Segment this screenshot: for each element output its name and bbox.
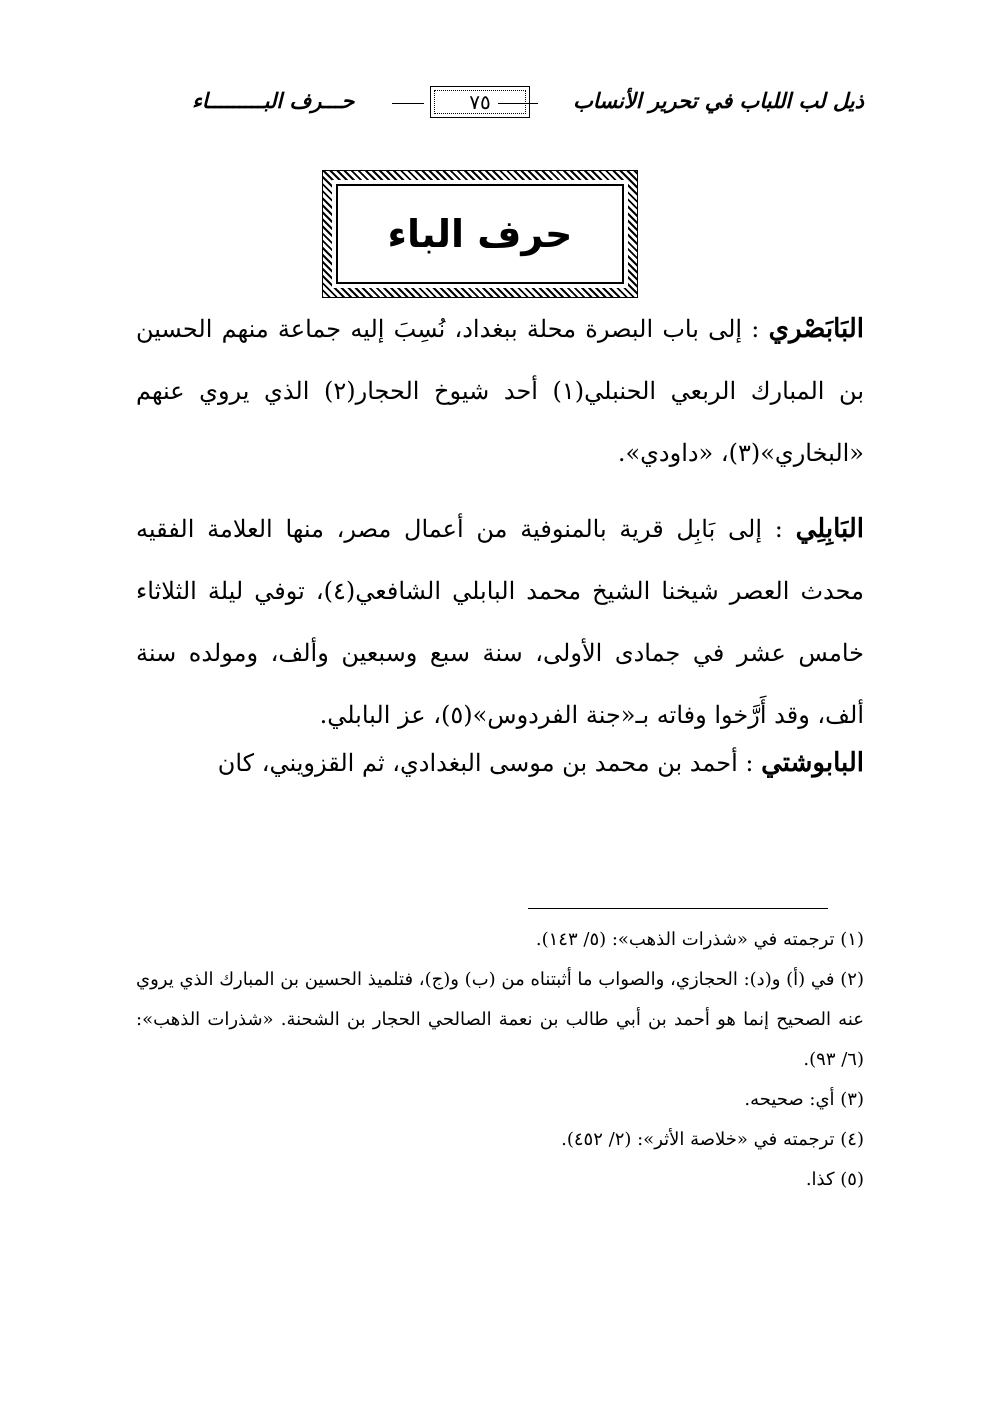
entry-term: البَابِلِي: [795, 514, 864, 544]
footnote: (٣) أي: صحيحه.: [744, 1089, 864, 1110]
running-header: [140, 86, 864, 120]
footnote: (٢) في (أ) و(د): الحجازي، والصواب ما أثبتناه من (ب) و(ج)، فتلميذ الحسين بن المبارك الذي يروي عنه الصحيح إنما هو أحمد بن أبي طالب بن نعمة الصالحي الحجار بن الشحنة. «شذرات الذهب»: (٦/ ٩٣).: [136, 969, 864, 1070]
entry-text: : أحمد بن محمد بن موسى البغدادي، ثم القزويني، كان: [217, 749, 754, 777]
page-number: ٧٥: [430, 86, 530, 118]
footnote: (١) ترجمته في «شذرات الذهب»: (٥/ ١٤٣).: [535, 929, 864, 950]
entry-paragraph: [136, 732, 864, 794]
footnotes: [136, 920, 864, 1200]
footnote: (٥) كذا.: [805, 1169, 864, 1190]
header-book-title: ذيل لب اللباب في تحرير الأنساب: [573, 88, 864, 113]
entry-term: البَابَصْري: [768, 314, 864, 344]
header-rule-left: [392, 103, 424, 104]
entry-text: : إلى باب البصرة محلة ببغداد، نُسِبَ إليه جماعة منهم الحسين بن المبارك الربعي الحنبلي(١) أحد شيوخ الحجار(٢) الذي يروي عنهم «البخاري»(٣)، «داودي».: [136, 315, 865, 467]
footnote: (٤) ترجمته في «خلاصة الأثر»: (٢/ ٤٥٢).: [561, 1129, 864, 1150]
entry-text: : إلى بَابِل قرية بالمنوفية من أعمال مصر، منها العلامة الفقيه محدث العصر شيخنا الشيخ محمد البابلي الشافعي(٤)، توفي ليلة الثلاثاء خامس عشر في جمادى الأولى، سنة سبع وسبعين وألف، ومولده سنة ألف، وقد أَرَّخوا وفاته بـ«جنة الفردوس»(٥)، عز البابلي.: [136, 515, 864, 729]
chapter-title-frame: [322, 170, 638, 298]
entry-paragraph: [136, 298, 864, 484]
header-chapter: حـــرف البـــــــــاء: [192, 88, 355, 113]
chapter-title: حرف الباء: [387, 212, 573, 256]
entry-paragraph: [136, 498, 864, 746]
entry-term: البابوشتي: [761, 748, 864, 778]
footnote-separator: [528, 908, 828, 909]
